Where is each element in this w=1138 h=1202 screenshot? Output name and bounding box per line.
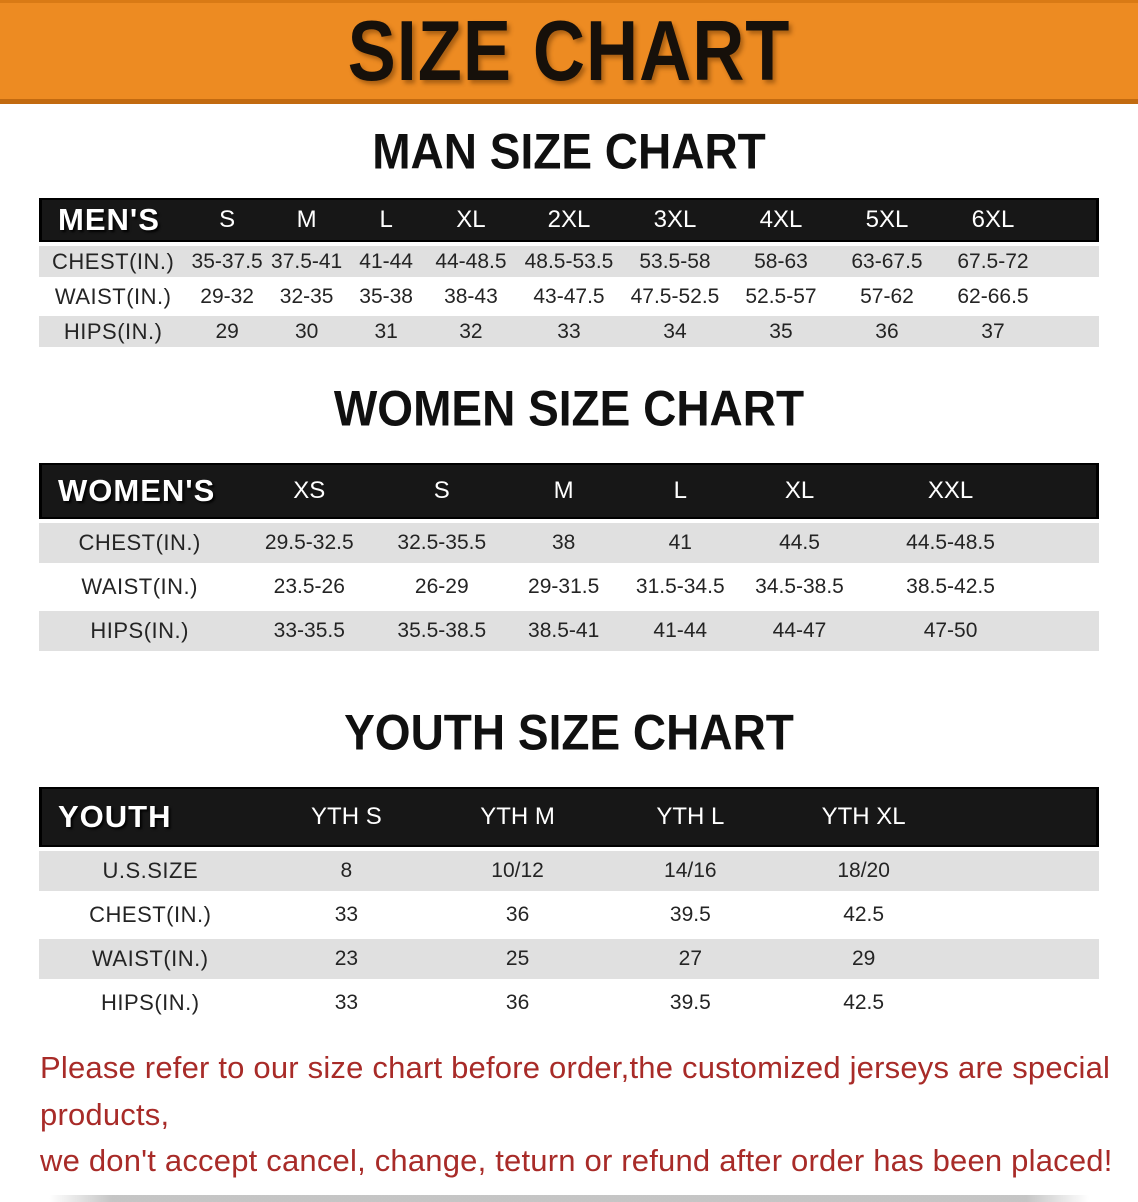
- table-header-row: [39, 198, 1099, 242]
- size-value-cell: 8: [340, 859, 353, 882]
- size-value-cell: 58-63: [754, 249, 808, 273]
- size-value-cell: 27: [678, 947, 703, 970]
- size-value-cell: 38-43: [444, 284, 498, 308]
- women-section-heading: WOMEN SIZE CHART: [333, 379, 805, 437]
- size-value-cell: 44.5-48.5: [906, 531, 995, 554]
- column-header: 3XL: [622, 198, 728, 242]
- row-label: WAIST(IN.): [54, 283, 172, 309]
- size-value-cell: 33: [557, 319, 581, 343]
- size-value-cell: 44.5: [779, 531, 820, 554]
- row-label: U.S.SIZE: [102, 858, 199, 883]
- size-value-cell: 31.5-34.5: [635, 575, 725, 598]
- column-header: L: [622, 463, 739, 519]
- column-header: L: [346, 198, 426, 242]
- size-value-cell: 25: [505, 947, 530, 970]
- size-value-cell: 32.5-35.5: [397, 531, 487, 554]
- table-row: [39, 895, 1099, 935]
- spacer-cell: [951, 787, 1099, 847]
- column-header: XXL: [860, 463, 1040, 519]
- table-row: [39, 281, 1099, 312]
- size-value-cell: 42.5: [843, 903, 885, 926]
- mens-table-label: MEN'S: [39, 198, 187, 242]
- size-value-cell: 36: [505, 991, 530, 1014]
- spacer-cell: [1041, 523, 1099, 563]
- table-row: [39, 567, 1099, 607]
- womens-table-label: WOMEN'S: [39, 463, 240, 519]
- size-value-cell: 47.5-52.5: [630, 284, 720, 308]
- size-value-cell: 29: [215, 319, 239, 343]
- womens-size-table: [39, 459, 1099, 655]
- spacer-cell: [1046, 198, 1099, 242]
- size-value-cell: 35: [769, 319, 793, 343]
- size-value-cell: 57-62: [860, 284, 914, 308]
- column-header: YTH XL: [777, 787, 951, 847]
- youth-size-section: [0, 705, 1138, 1027]
- row-label: HIPS(IN.): [63, 318, 163, 344]
- column-header: XL: [426, 198, 516, 242]
- size-value-cell: 33-35.5: [273, 619, 345, 642]
- column-header: YTH S: [262, 787, 432, 847]
- spacer-cell: [951, 851, 1099, 891]
- row-label: CHEST(IN.): [89, 902, 212, 927]
- size-value-cell: 35.5-38.5: [397, 619, 487, 642]
- size-value-cell: 43-47.5: [533, 284, 605, 308]
- column-header: YTH L: [604, 787, 777, 847]
- size-value-cell: 34: [663, 319, 687, 343]
- column-header: S: [187, 198, 267, 242]
- size-value-cell: 37: [981, 319, 1005, 343]
- disclaimer: [40, 1045, 1138, 1185]
- column-header: M: [505, 463, 622, 519]
- size-value-cell: 63-67.5: [851, 249, 923, 273]
- size-value-cell: 36: [875, 319, 899, 343]
- spacer-cell: [1046, 281, 1099, 312]
- row-label: HIPS(IN.): [100, 990, 200, 1015]
- size-value-cell: 41-44: [359, 249, 413, 273]
- size-value-cell: 62-66.5: [957, 284, 1029, 308]
- column-header: 4XL: [728, 198, 834, 242]
- banner-title: SIZE CHART: [347, 3, 791, 99]
- size-value-cell: 38.5-41: [528, 619, 600, 642]
- size-value-cell: 29: [851, 947, 876, 970]
- column-header: S: [378, 463, 505, 519]
- size-value-cell: 30: [294, 319, 319, 343]
- table-header-row: [39, 463, 1099, 519]
- bottom-edge-strip: [49, 1195, 1089, 1202]
- size-value-cell: 47-50: [923, 619, 978, 642]
- table-row: [39, 939, 1099, 979]
- size-value-cell: 32-35: [279, 284, 334, 308]
- spacer-cell: [1041, 567, 1099, 607]
- size-value-cell: 39.5: [669, 991, 711, 1014]
- size-value-cell: 29-32: [200, 284, 254, 308]
- size-value-cell: 67.5-72: [957, 249, 1029, 273]
- row-label: HIPS(IN.): [90, 618, 189, 643]
- size-value-cell: 41-44: [653, 619, 708, 642]
- size-value-cell: 36: [505, 903, 530, 926]
- spacer-cell: [951, 939, 1099, 979]
- size-value-cell: 14/16: [664, 859, 717, 882]
- size-value-cell: 39.5: [669, 903, 711, 926]
- spacer-cell: [1041, 611, 1099, 651]
- table-header-row: [39, 787, 1099, 847]
- size-value-cell: 23: [334, 947, 359, 970]
- man-section-heading: MAN SIZE CHART: [372, 122, 766, 180]
- column-header: 6XL: [940, 198, 1046, 242]
- size-value-cell: 48.5-53.5: [524, 249, 614, 273]
- column-header: 5XL: [834, 198, 940, 242]
- spacer-cell: [951, 983, 1099, 1023]
- row-label: CHEST(IN.): [52, 248, 175, 274]
- size-value-cell: 33: [334, 903, 359, 926]
- size-value-cell: 52.5-57: [745, 284, 817, 308]
- mens-size-table: [39, 194, 1099, 351]
- spacer-cell: [951, 895, 1099, 935]
- row-label: CHEST(IN.): [78, 530, 201, 555]
- size-value-cell: 38: [551, 531, 576, 554]
- column-header: 2XL: [516, 198, 622, 242]
- size-value-cell: 41: [668, 531, 692, 554]
- youth-section-heading: YOUTH SIZE CHART: [344, 703, 794, 761]
- size-value-cell: 44-48.5: [435, 249, 507, 273]
- column-header: M: [267, 198, 347, 242]
- women-size-section: [0, 381, 1138, 655]
- column-header: XS: [240, 463, 378, 519]
- youth-size-table: [39, 783, 1099, 1027]
- man-size-section: [0, 124, 1138, 351]
- column-header: XL: [739, 463, 861, 519]
- size-chart-banner: [0, 0, 1138, 104]
- disclaimer-line-1: Please refer to our size chart before order,the customized jerseys are special products,: [40, 1050, 1111, 1132]
- size-value-cell: 38.5-42.5: [906, 575, 995, 598]
- table-row: [39, 611, 1099, 651]
- size-value-cell: 29-31.5: [528, 575, 600, 598]
- column-header: YTH M: [431, 787, 604, 847]
- youth-table-label: YOUTH: [39, 787, 262, 847]
- table-row: [39, 523, 1099, 563]
- size-value-cell: 31: [374, 319, 398, 343]
- size-value-cell: 42.5: [843, 991, 885, 1014]
- size-value-cell: 35-37.5: [191, 249, 263, 273]
- size-value-cell: 35-38: [359, 284, 413, 308]
- size-value-cell: 10/12: [491, 859, 544, 882]
- spacer-cell: [1046, 246, 1099, 277]
- size-value-cell: 44-47: [772, 619, 827, 642]
- size-value-cell: 26-29: [414, 575, 469, 598]
- table-row: [39, 316, 1099, 347]
- disclaimer-line-2: we don't accept cancel, change, teturn or refund after order has been placed!: [40, 1143, 1113, 1178]
- size-value-cell: 18/20: [837, 859, 890, 882]
- table-row: [39, 851, 1099, 891]
- spacer-cell: [1046, 316, 1099, 347]
- row-label: WAIST(IN.): [81, 574, 198, 599]
- size-value-cell: 32: [459, 319, 483, 343]
- size-value-cell: 29.5-32.5: [264, 531, 354, 554]
- size-value-cell: 23.5-26: [273, 575, 345, 598]
- table-row: [39, 983, 1099, 1023]
- size-value-cell: 34.5-38.5: [755, 575, 844, 598]
- table-row: [39, 246, 1099, 277]
- size-value-cell: 53.5-58: [639, 249, 711, 273]
- row-label: WAIST(IN.): [91, 946, 209, 971]
- size-value-cell: 33: [334, 991, 359, 1014]
- size-value-cell: 37.5-41: [271, 249, 343, 273]
- spacer-cell: [1041, 463, 1099, 519]
